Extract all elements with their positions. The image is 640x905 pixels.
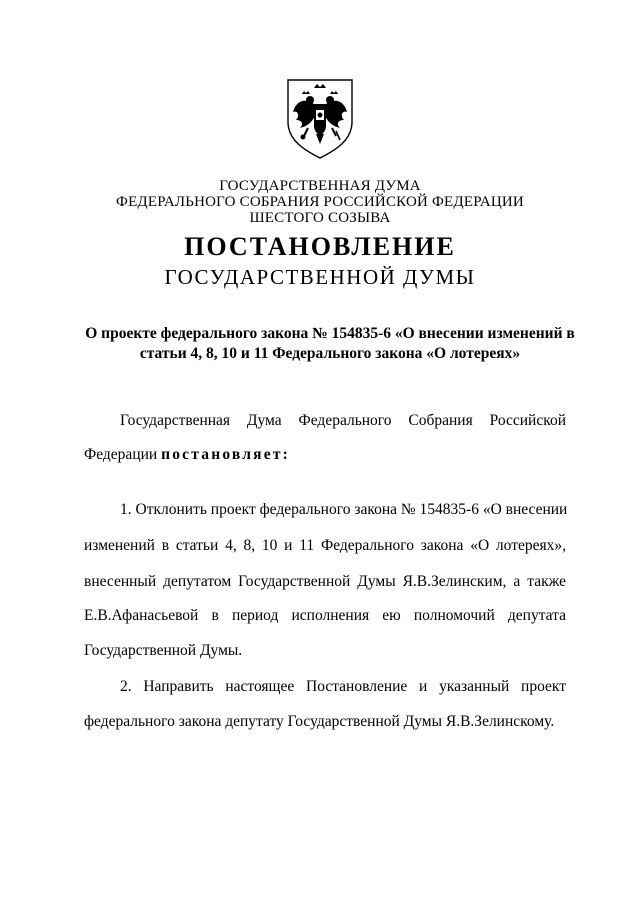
header-line-1: ГОСУДАРСТВЕННАЯ ДУМА [219, 178, 421, 194]
item-1-line-2: изменений в статьи 4, 8, 10 и 11 Федерального закона «О лотереях», [84, 537, 566, 554]
document-subtitle: ГОСУДАРСТВЕННОЙ ДУМЫ [164, 265, 476, 289]
item-2-line-1: 2. Направить настоящее Постановление и указанный проект [120, 678, 566, 695]
coat-of-arms-icon [284, 76, 356, 160]
preamble-line-1: Государственная Дума Федерального Собрания Российской [120, 412, 566, 429]
preamble-line-2 [84, 445, 566, 465]
item-2-line-2: федерального закона депутату Государственной Думы Я.В.Зелинскому. [84, 713, 555, 730]
subject-line-2: статьи 4, 8, 10 и 11 Федерального закона «О лотереях» [139, 345, 521, 362]
preamble-text: Федерации [84, 446, 162, 463]
resolution-verb: постановляет: [161, 446, 290, 463]
header-line-3: ШЕСТОГО СОЗЫВА [249, 210, 391, 226]
subject-line-1: О проекте федерального закона № 154835-6 «О внесении изменений в [85, 325, 575, 342]
item-1-line-4: Е.В.Афанасьевой в период исполнения ею полномочий депутата [84, 607, 566, 624]
document-title: ПОСТАНОВЛЕНИЕ [184, 232, 456, 261]
header-line-2: ФЕДЕРАЛЬНОГО СОБРАНИЯ РОССИЙСКОЙ ФЕДЕРАЦИИ [116, 194, 524, 210]
item-1-line-5: Государственной Думы. [84, 642, 243, 659]
item-1-line-3: внесенный депутатом Государственной Думы Я.В.Зелинским, а также [84, 573, 566, 590]
item-1-line-1: 1. Отклонить проект федерального закона № 154835-6 «О внесении [120, 501, 568, 518]
